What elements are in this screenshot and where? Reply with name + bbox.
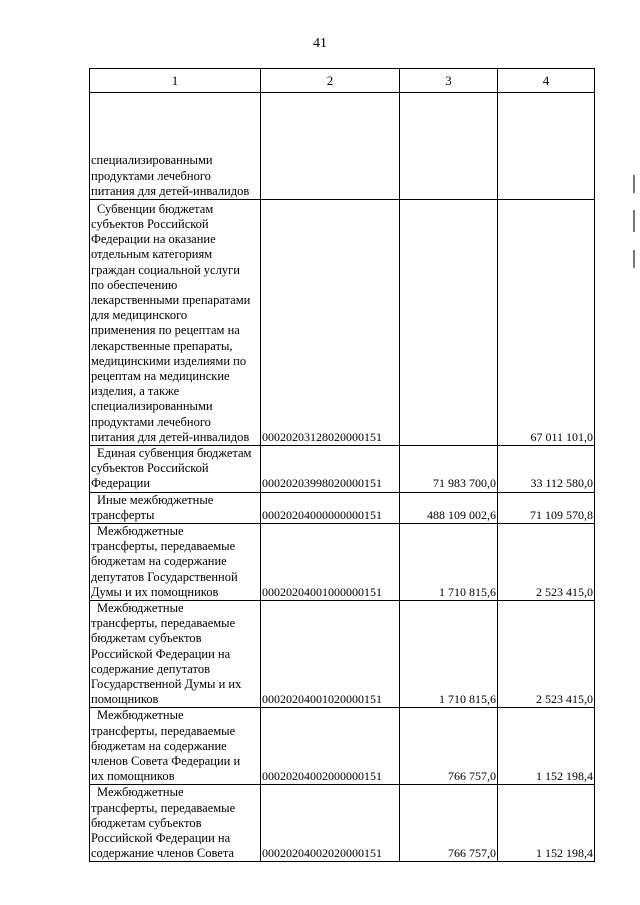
- row-name-line: их помощников: [91, 769, 175, 784]
- scan-mark: [633, 250, 635, 268]
- row-code-cell: [261, 93, 400, 200]
- row-name-line: Субвенции бюджетам: [97, 201, 214, 216]
- row-name-line: лекарственные препараты,: [91, 338, 233, 353]
- row-col4-cell: 67 011 101,0: [498, 200, 595, 446]
- row-code-cell: 00020204001020000151: [261, 601, 400, 708]
- row-name-line: трансферты, передаваемые: [91, 616, 236, 631]
- table-row: [90, 492, 595, 523]
- row-name-line: бюджетам субъектов: [91, 815, 202, 830]
- row-name-line: бюджетам субъектов: [91, 631, 202, 646]
- row-col4-cell: 71 109 570,8: [498, 492, 595, 523]
- row-col4-cell: 2 523 415,0: [498, 524, 595, 601]
- row-name-cell: [90, 708, 261, 785]
- row-name-line: содержание депутатов: [91, 661, 210, 676]
- row-name-line: лекарственными препаратами: [91, 292, 251, 307]
- row-col4-cell: 1 152 198,4: [498, 785, 595, 862]
- row-name-line: питания для детей-инвалидов: [91, 429, 250, 444]
- row-name-line: субъектов Российской: [91, 216, 209, 231]
- row-col4-cell: 33 112 580,0: [498, 446, 595, 493]
- row-name-line: Межбюджетные: [97, 785, 184, 800]
- table-row: [90, 200, 595, 446]
- row-name-cell: [90, 524, 261, 601]
- row-name-line: помощников: [91, 692, 159, 707]
- row-name-line: трансферты, передаваемые: [91, 539, 236, 554]
- row-name-line: Иные межбюджетные: [97, 492, 214, 507]
- row-name-line: трансферты: [91, 507, 155, 522]
- row-name-line: Государственной Думы и их: [91, 677, 242, 692]
- table-row: [90, 93, 595, 200]
- table-row: [90, 601, 595, 708]
- row-name-line: бюджетам на содержание: [91, 738, 227, 753]
- row-name-line: Федерации: [91, 476, 151, 491]
- row-name-line: субъектов Российской: [91, 461, 209, 476]
- row-name-line: трансферты, передаваемые: [91, 723, 236, 738]
- row-name-line: отдельным категориям: [91, 247, 213, 262]
- row-name-line: применения по рецептам на: [91, 323, 240, 338]
- row-name-line: специализированными: [91, 153, 213, 168]
- row-name-line: членов Совета Федерации и: [91, 754, 241, 769]
- row-col3-cell: 488 109 002,6: [400, 492, 498, 523]
- row-name-line: питания для детей-инвалидов: [91, 183, 250, 198]
- row-name-line: содержание членов Совета: [91, 846, 234, 861]
- row-name-line: изделия, а также: [91, 384, 180, 399]
- row-name-cell: [90, 492, 261, 523]
- row-name-line: продуктами лечебного: [91, 168, 211, 183]
- column-header-3: 3: [400, 69, 498, 93]
- row-name-line: медицинскими изделиями по: [91, 353, 247, 368]
- row-name-line: специализированными: [91, 399, 213, 414]
- row-code-cell: 00020204002020000151: [261, 785, 400, 862]
- row-name-cell: [90, 446, 261, 493]
- scan-mark: [633, 175, 635, 193]
- row-code-cell: 00020204001000000151: [261, 524, 400, 601]
- row-name-line: бюджетам на содержание: [91, 554, 227, 569]
- row-name-line: по обеспечению: [91, 277, 178, 292]
- budget-table: [89, 68, 595, 862]
- row-col3-cell: 71 983 700,0: [400, 446, 498, 493]
- row-name-line: Российской Федерации на: [91, 646, 231, 661]
- table-row: [90, 708, 595, 785]
- table-row: [90, 524, 595, 601]
- row-name-line: рецептам на медицинские: [91, 368, 230, 383]
- column-header-4: 4: [498, 69, 595, 93]
- table-body: [90, 93, 595, 862]
- row-name-cell: [90, 601, 261, 708]
- row-name-line: Единая субвенция бюджетам: [97, 446, 252, 460]
- row-code-cell: 00020204002000000151: [261, 708, 400, 785]
- row-col3-cell: 1 710 815,6: [400, 524, 498, 601]
- row-name-line: для медицинского: [91, 308, 188, 323]
- row-code-cell: 00020203998020000151: [261, 446, 400, 493]
- row-name-cell: [90, 93, 261, 200]
- column-header-1: 1: [90, 69, 261, 93]
- table-row: [90, 785, 595, 862]
- table-header-row: [90, 69, 595, 93]
- row-col3-cell: 766 757,0: [400, 785, 498, 862]
- row-col3-cell: 1 710 815,6: [400, 601, 498, 708]
- row-col4-cell: 1 152 198,4: [498, 708, 595, 785]
- row-col3-cell: [400, 200, 498, 446]
- row-name-cell: [90, 785, 261, 862]
- row-name-cell: [90, 200, 261, 446]
- row-name-line: Межбюджетные: [97, 524, 184, 539]
- row-name-line: Российской Федерации на: [91, 831, 231, 846]
- row-code-cell: 00020204000000000151: [261, 492, 400, 523]
- row-col3-cell: 766 757,0: [400, 708, 498, 785]
- row-name-line: трансферты, передаваемые: [91, 800, 236, 815]
- row-col3-cell: [400, 93, 498, 200]
- row-col4-cell: [498, 93, 595, 200]
- row-code-cell: 00020203128020000151: [261, 200, 400, 446]
- table-row: [90, 446, 595, 493]
- row-name-line: граждан социальной услуги: [91, 262, 240, 277]
- column-header-2: 2: [261, 69, 400, 93]
- scan-mark: [633, 210, 635, 232]
- row-name-line: Межбюджетные: [97, 708, 184, 723]
- row-name-line: продуктами лечебного: [91, 414, 211, 429]
- page-number: 41: [313, 36, 327, 51]
- row-name-line: Федерации на оказание: [91, 232, 216, 247]
- row-name-line: Думы и их помощников: [91, 584, 219, 599]
- row-name-line: депутатов Государственной: [91, 569, 238, 584]
- row-name-line: Межбюджетные: [97, 601, 184, 616]
- row-col4-cell: 2 523 415,0: [498, 601, 595, 708]
